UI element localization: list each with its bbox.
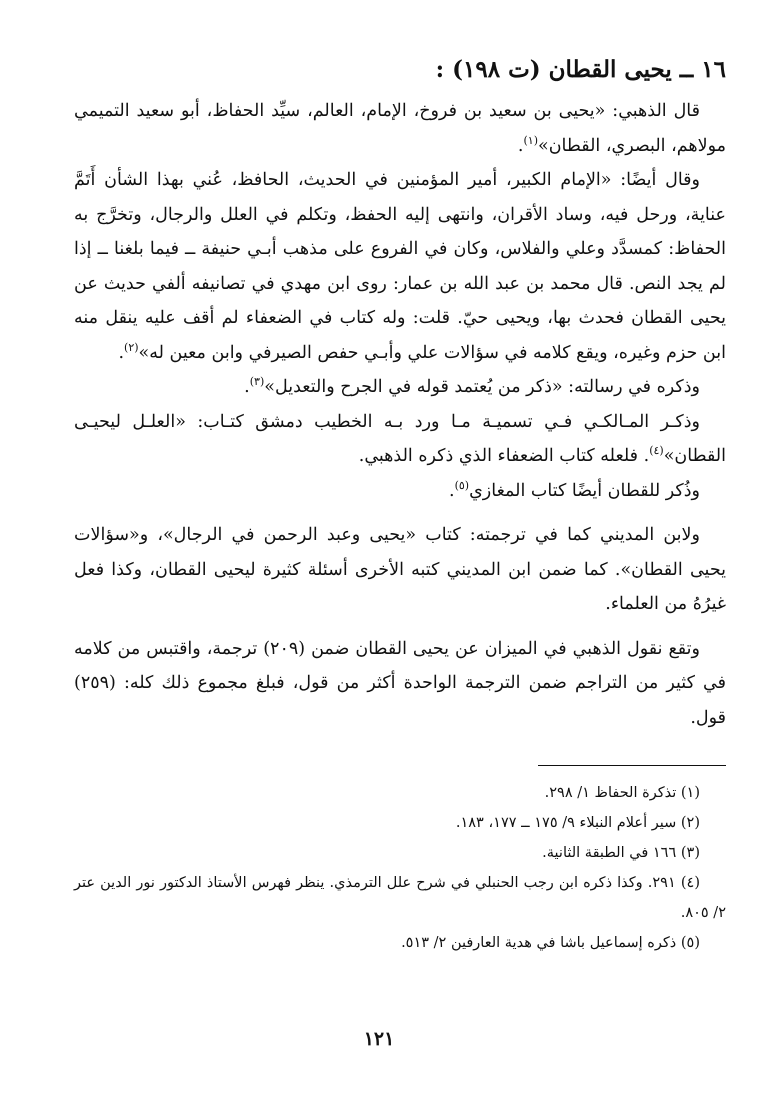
paragraph-tail: . xyxy=(244,377,250,397)
footnote-4: (٤) ٢٩١. وكذا ذكره ابن رجب الحنبلي في شرح علل الترمذي. ينظر فهرس الأستاذ الدكتور نور الدين عتر ٢/ ٨٠٥. xyxy=(74,875,726,921)
section-heading: ١٦ ــ يحيى القطان (ت ١٩٨) : xyxy=(435,56,726,83)
paragraph-tail: . xyxy=(118,342,125,363)
footnote-3: (٣) ١٦٦ في الطبقة الثانية. xyxy=(542,845,700,861)
paragraph-tail: . فلعله كتاب الضعفاء الذي ذكره الذهبي. xyxy=(358,446,650,466)
paragraph-2 xyxy=(74,163,726,370)
footnote-ref[interactable]: (١) xyxy=(523,133,538,147)
footnote-1: (١) تذكرة الحفاظ ١/ ٢٩٨. xyxy=(544,785,700,801)
paragraph-text: وذكره في رسالته: «ذكر من يُعتمد قوله في الجرح والتعديل» xyxy=(264,377,700,397)
paragraph-6: ولابن المديني كما في ترجمته: كتاب «يحيى وعبد الرحمن في الرجال»، و«سؤالات يحيى القطان». كما ضمن ابن المديني كتبه الأخرى أسئلة كثيرة ليحيى القطان، وكذا فعل غيرُهُ من العلماء. xyxy=(74,525,726,614)
footnote-5: (٥) ذكره إسماعيل باشا في هدية العارفين ٢/ ٥١٣. xyxy=(401,935,700,951)
paragraph-text: قال الذهبي: «يحيى بن سعيد بن فروخ، الإمام، العالم، سيِّد الحفاظ، أبو سعيد التميمي مولاهم، البصري، القطان» xyxy=(74,101,726,156)
page-body xyxy=(74,52,726,958)
footnote-ref[interactable]: (٣) xyxy=(249,375,265,389)
paragraph-4 xyxy=(74,405,726,474)
footnote-ref[interactable]: (٥) xyxy=(454,478,470,492)
paragraph-3 xyxy=(74,370,726,405)
paragraph-7: وتقع نقول الذهبي في الميزان عن يحيى القطان ضمن (٢٠٩) ترجمة، واقتبس من كلامه في كثير من التراجم ضمن الترجمة الواحدة أكثر من قول، فبلغ مجموع ذلك كله: (٢٥٩) قول. xyxy=(74,638,726,728)
footnote-ref[interactable]: (٢) xyxy=(124,340,139,354)
paragraph-5 xyxy=(74,474,726,509)
footnote-ref[interactable]: (٤) xyxy=(649,444,664,458)
footnotes xyxy=(74,778,726,958)
footnote-2: (٢) سير أعلام النبلاء ٩/ ١٧٥ ــ ١٧٧، ١٨٣. xyxy=(455,815,700,831)
paragraph-tail: . xyxy=(517,135,524,156)
page-number: ١٢١ xyxy=(363,1028,395,1050)
paragraph-text: وقال أيضًا: «الإمام الكبير، أمير المؤمنين في الحديث، الحافظ، عُني بهذا الشأن أَتَمَّ عناية، ورحل فيه، وساد الأقران، وانتهى إليه الحفظ، وتكلم في العلل والرجال، وتخرَّج به الحفاظ: كمسدَّد وعلي والفلاس، وكان في الفروع على مذهب أبـي حنيفة ــ فيما بلغنا ــ إذا لم يجد النص. قال محمد بن عبد الله بن عمار: روى ابن مهدي في تصانيفه ألفي حديث عن يحيى القطان فحدث بها، ويحيى حيّ. قلت: وله كتاب في الضعفاء لم أقف عليه ينقل منه ابن حزم وغيره، ويقع كلامه في سؤالات علي وأبـي حفص الصيرفي وابن معين له» xyxy=(74,170,726,363)
paragraph-text: وذكـر المـالكـي فـي تسميـة مـا ورد بـه الخطيب دمشق كتـاب: «العلـل ليحيـى القطان» xyxy=(74,411,726,466)
paragraph-1 xyxy=(74,94,726,163)
paragraph-tail: . xyxy=(449,480,455,501)
footnote-divider xyxy=(538,765,726,766)
paragraph-text: وذُكر للقطان أيضًا كتاب المغازي xyxy=(469,480,700,501)
